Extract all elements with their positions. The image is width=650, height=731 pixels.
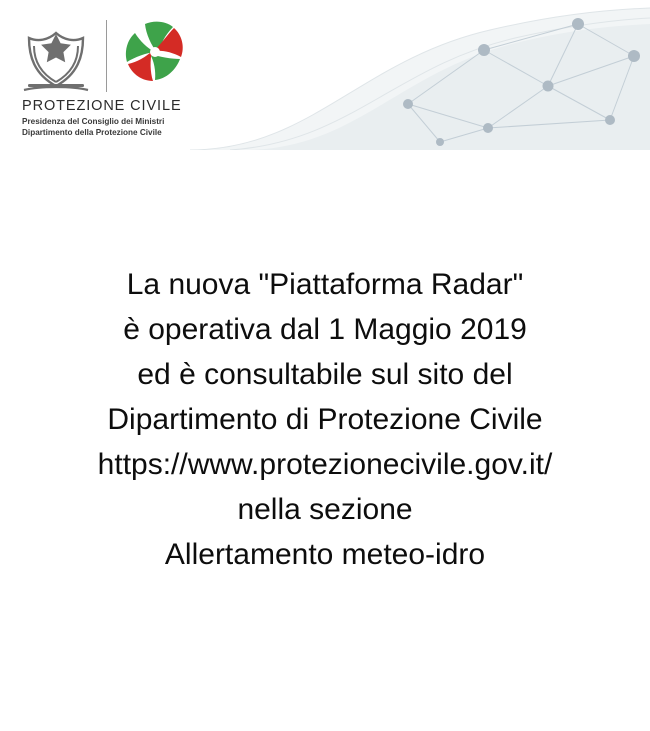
message-line-url[interactable]: https://www.protezionecivile.gov.it/ [97, 448, 553, 481]
message-line: La nuova "Piattaforma Radar" [126, 268, 524, 301]
message-line: ed è consultabile sul sito del [137, 358, 513, 391]
message-line: nella sezione [237, 493, 413, 526]
site-header [0, 0, 650, 151]
announcement-message [0, 262, 650, 577]
message-line: è operativa dal 1 Maggio 2019 [123, 313, 527, 346]
protezione-civile-logo-icon [118, 18, 196, 94]
organization-subtitle-line2: Dipartimento della Protezione Civile [22, 128, 162, 137]
message-line: Allertamento meteo-idro [164, 538, 486, 571]
organization-subtitle-line1: Presidenza del Consiglio dei Ministri [22, 117, 165, 126]
logo-divider [106, 20, 107, 92]
main-content [0, 150, 650, 731]
message-line: Dipartimento di Protezione Civile [107, 403, 543, 436]
header-logo-block [14, 14, 314, 137]
italian-republic-emblem-icon [20, 16, 92, 94]
organization-name: PROTEZIONE CIVILE [22, 98, 182, 114]
